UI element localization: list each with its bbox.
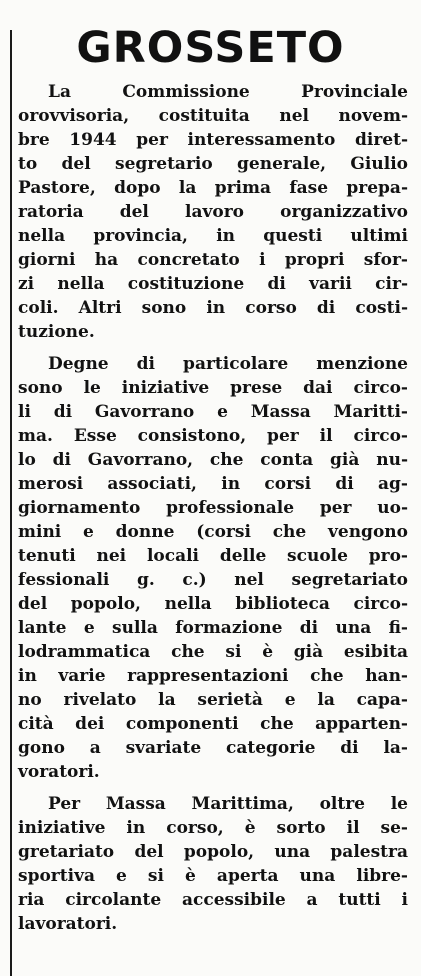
article-line: lante e sulla formazione di una fi-	[18, 618, 408, 638]
column-rule	[10, 30, 12, 976]
article-line: lo di Gavorrano, che conta già nu-	[18, 450, 408, 470]
article-line: ria circolante accessibile a tutti i	[18, 890, 408, 910]
article-line: fessionali g. c.) nel segretariato	[18, 570, 408, 590]
article-line: mini e donne (corsi che vengono	[18, 522, 408, 542]
article-paragraph	[18, 352, 408, 784]
article-line: La Commissione Provinciale	[48, 82, 408, 102]
article-line: voratori.	[18, 762, 100, 782]
article-line: sportiva e si è aperta una libre-	[18, 866, 408, 886]
article-line: del popolo, nella biblioteca circo-	[18, 594, 408, 614]
headline: GROSSETO	[76, 23, 345, 73]
article-line: giorni ha concretato i propri sfor-	[18, 250, 408, 270]
article-line: sono le iniziative prese dai circo-	[18, 378, 408, 398]
article-line: tenuti nei locali delle scuole pro-	[18, 546, 408, 566]
article-line: giornamento professionale per uo-	[18, 498, 408, 518]
article-line: li di Gavorrano e Massa Maritti-	[18, 402, 408, 422]
article-paragraph	[18, 792, 408, 936]
article-line: to del segretario generale, Giulio	[18, 154, 408, 174]
article-line: iniziative in corso, è sorto il se-	[18, 818, 408, 838]
article-line: zi nella costituzione di varii cir-	[18, 274, 408, 294]
article-line: Degne di particolare menzione	[48, 354, 408, 374]
article-line: merosi associati, in corsi di ag-	[18, 474, 408, 494]
article-line: lodrammatica che si è già esibita	[18, 642, 408, 662]
article-line: lavoratori.	[18, 914, 118, 934]
article-line: gono a svariate categorie di la-	[18, 738, 408, 758]
article-line: Per Massa Marittima, oltre le	[48, 794, 408, 814]
article-line: coli. Altri sono in corso di costi-	[18, 298, 408, 318]
article-line: ma. Esse consistono, per il circo-	[18, 426, 408, 446]
article-line: orovvisoria, costituita nel novem-	[18, 106, 408, 126]
article-line: nella provincia, in questi ultimi	[18, 226, 408, 246]
article-line: in varie rappresentazioni che han-	[18, 666, 408, 686]
article-line: tuzione.	[18, 322, 95, 342]
article-line: ratoria del lavoro organizzativo	[18, 202, 408, 222]
article-line: cità dei componenti che apparten-	[18, 714, 408, 734]
article-line: bre 1944 per interessamento diret-	[18, 130, 408, 150]
article-line: no rivelato la serietà e la capa-	[18, 690, 408, 710]
article-line: Pastore, dopo la prima fase prepa-	[18, 178, 408, 198]
article-paragraph	[18, 80, 408, 344]
article-line: gretariato del popolo, una palestra	[18, 842, 408, 862]
article-body	[18, 80, 408, 944]
